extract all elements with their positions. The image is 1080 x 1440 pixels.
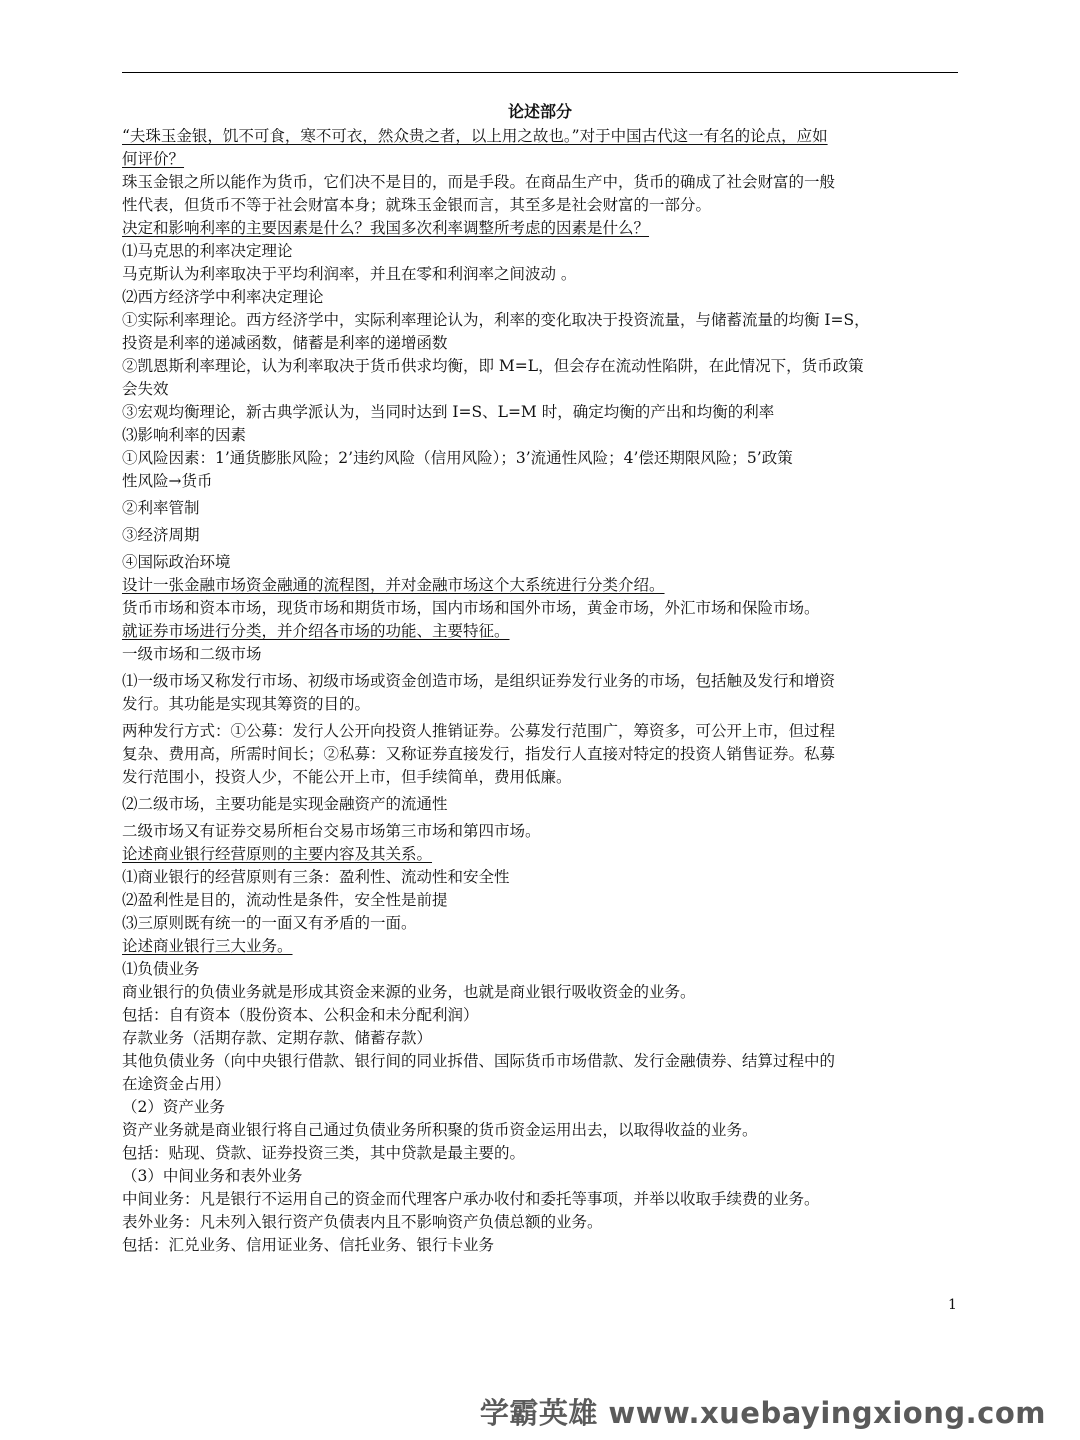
text-line: ②利率管制 [122,499,200,517]
text-line: 包括：自有资本（股份资本、公积金和未分配利润） [122,1006,479,1024]
text-line: ⑴商业银行的经营原则有三条：盈利性、流动性和安全性 [122,868,510,886]
text-line: ③经济周期 [122,526,200,544]
text-line: 在途资金占用） [122,1075,231,1093]
text-line: 发行。其功能是实现其筹资的目的。 [122,695,371,713]
text-line: 包括：汇兑业务、信用证业务、信托业务、银行卡业务 [122,1236,495,1254]
text-lines [122,125,958,1257]
text-line: 表外业务：凡未列入银行资产负债表内且不影响资产负债总额的业务。 [122,1213,603,1231]
text-line: ①风险因素：1’通货膨胀风险；2’违约风险（信用风险）；3’流通性风险；4’偿还期限风险；5’政策 [122,449,793,467]
question-line: 论述商业银行经营原则的主要内容及其关系。 [122,845,433,863]
site-watermark: 学霸英雄 www.xuebayingxiong.com [479,1396,1046,1430]
text-line: 会失效 [122,380,169,398]
text-line: ③宏观均衡理论，新古典学派认为，当同时达到 I=S、L=M 时，确定均衡的产出和均衡的利率 [122,403,775,421]
text-line: ⑵盈利性是目的，流动性是条件，安全性是前提 [122,891,448,909]
text-line: 其他负债业务（向中央银行借款、银行间的同业拆借、国际货币市场借款、发行金融债券、结算过程中的 [122,1052,836,1070]
text-line: 发行范围小，投资人少，不能公开上市，但手续简单，费用低廉。 [122,768,572,786]
text-line: 中间业务：凡是银行不运用自己的资金而代理客户承办收付和委托等事项，并举以收取手续费的业务。 [122,1190,820,1208]
text-line: ④国际政治环境 [122,553,231,571]
text-line: ②凯恩斯利率理论，认为利率取决于货币供求均衡，即 M=L，但会存在流动性陷阱，在此情况下，货币政策 [122,357,864,375]
question-line: 决定和影响利率的主要因素是什么？我国多次利率调整所考虑的因素是什么？ [122,219,650,237]
document-body [122,101,958,1257]
text-line: 商业银行的负债业务就是形成其资金来源的业务，也就是商业银行吸收资金的业务。 [122,983,696,1001]
text-line: 投资是利率的递减函数，储蓄是利率的递增函数 [122,334,448,352]
text-line: ⑶三原则既有统一的一面又有矛盾的一面。 [122,914,417,932]
text-line: 货币市场和资本市场，现货市场和期货市场，国内市场和国外市场，黄金市场，外汇市场和保险市场。 [122,599,820,617]
text-line: ⑴负债业务 [122,960,200,978]
question-line: 设计一张金融市场资金融通的流程图，并对金融市场这个大系统进行分类介绍。 [122,576,665,594]
text-line: 性风险→货币 [122,472,213,490]
text-line: 包括：贴现、贷款、证券投资三类，其中贷款是最主要的。 [122,1144,526,1162]
question-line: 何评价？ [122,150,185,168]
page-number: 1 [948,1297,957,1313]
text-line: 珠玉金银之所以能作为货币，它们决不是目的，而是手段。在商品生产中，货币的确成了社会财富的一般 [122,173,836,191]
section-title: 论述部分 [507,102,572,121]
text-line: ⑴一级市场又称发行市场、初级市场或资金创造市场，是组织证券发行业务的市场，包括触及发行和增资 [122,672,836,690]
text-line: 两种发行方式：①公募：发行人公开向投资人推销证券。公募发行范围广，筹资多，可公开上市，但过程 [122,722,836,740]
question-line: 论述商业银行三大业务。 [122,937,293,955]
text-line: （2）资产业务 [122,1098,225,1116]
question-line: “夫珠玉金银，饥不可食，寒不可衣，然众贵之者，以上用之故也。”对于中国古代这一有名的论点，应如 [122,127,828,145]
text-line: 性代表，但货币不等于社会财富本身；就珠玉金银而言，其至多是社会财富的一部分。 [122,196,712,214]
text-line: ⑴马克思的利率决定理论 [122,242,293,260]
text-line: 马克斯认为利率取决于平均利润率，并且在零和利润率之间波动 。 [122,265,577,283]
text-line: ⑵西方经济学中利率决定理论 [122,288,324,306]
header-rule [122,72,958,73]
text-line: 复杂、费用高，所需时间长；②私募：又称证券直接发行，指发行人直接对特定的投资人销售证券。私募 [122,745,836,763]
text-line: 二级市场又有证券交易所柜台交易市场第三市场和第四市场。 [122,822,541,840]
text-line: ⑶影响利率的因素 [122,426,247,444]
text-line: （3）中间业务和表外业务 [122,1167,303,1185]
question-line: 就证券市场进行分类，并介绍各市场的功能、主要特征。 [122,622,510,640]
text-line: 存款业务（活期存款、定期存款、储蓄存款） [122,1029,433,1047]
text-line: 资产业务就是商业银行将自己通过负债业务所积聚的货币资金运用出去，以取得收益的业务。 [122,1121,758,1139]
text-line: ①实际利率理论。西方经济学中，实际利率理论认为，利率的变化取决于投资流量，与储蓄流量的均衡 I=S， [122,311,870,329]
text-line: 一级市场和二级市场 [122,645,262,663]
text-line: ⑵二级市场，主要功能是实现金融资产的流通性 [122,795,448,813]
